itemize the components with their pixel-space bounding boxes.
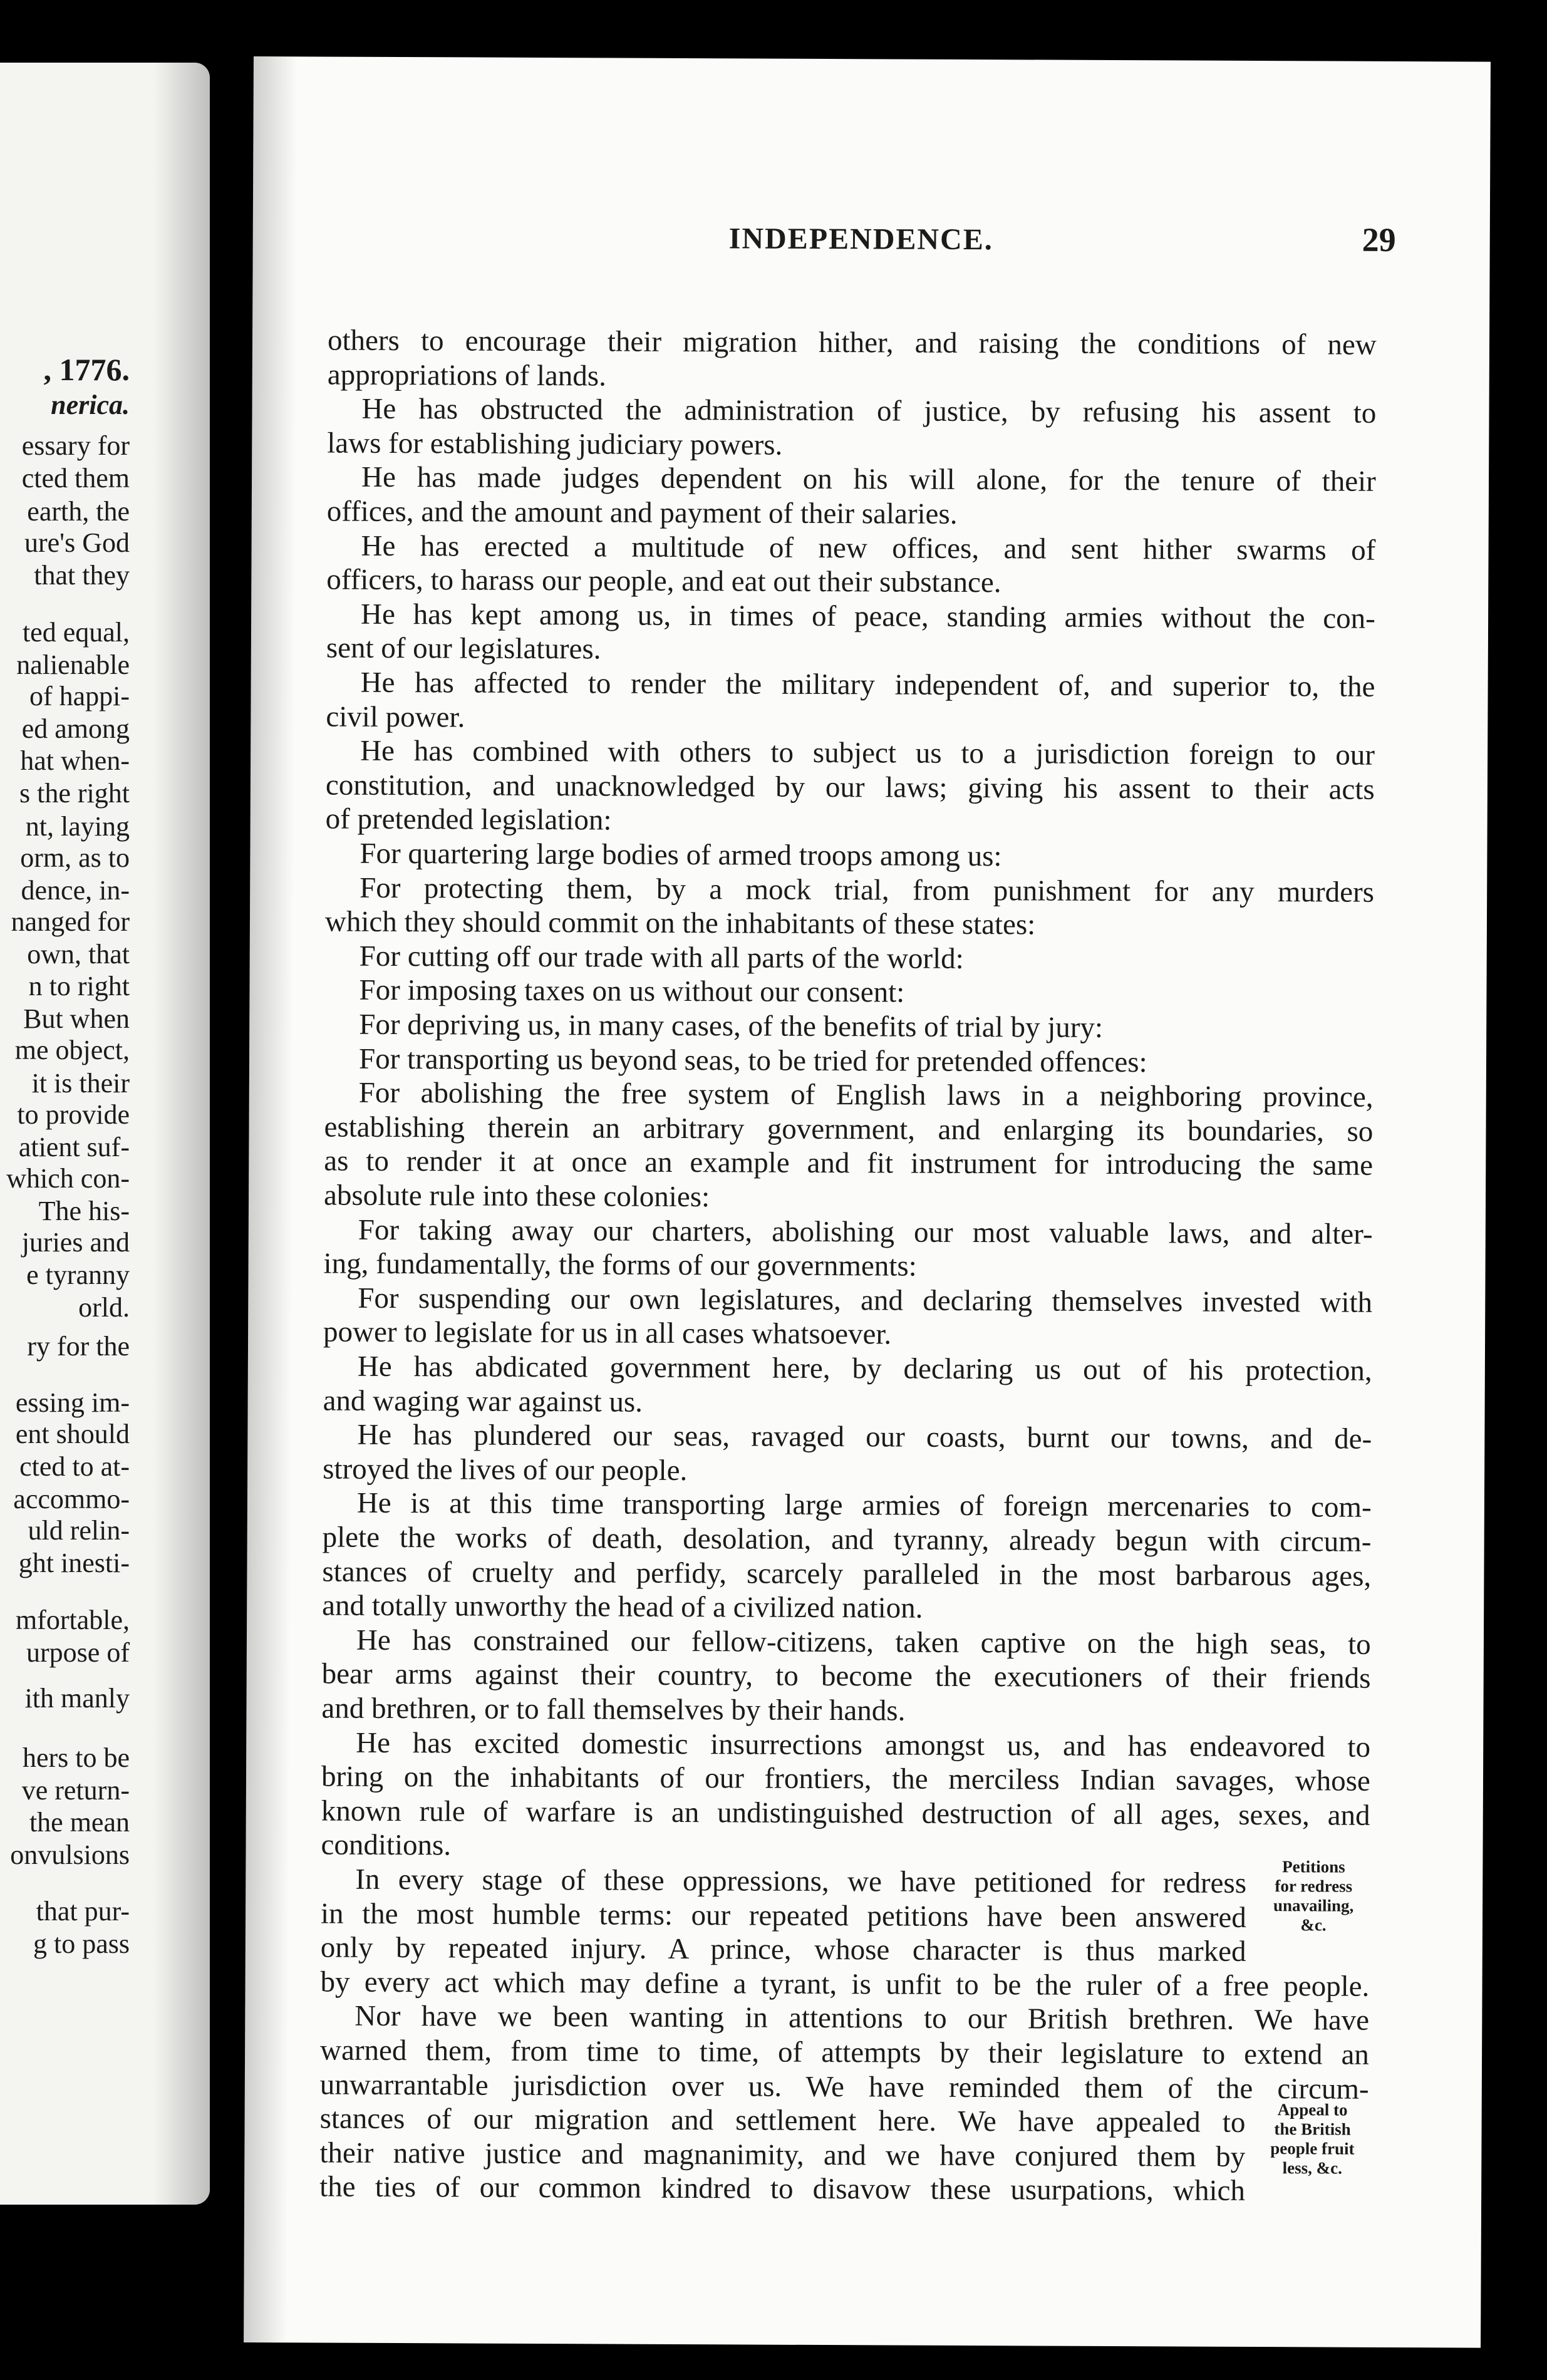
body-line: For quartering large bodies of armed troops among us: [360, 837, 1002, 873]
left-page-line: to provide [17, 1099, 130, 1130]
left-page-fragment [0, 63, 210, 2205]
left-page-line: hers to be [22, 1742, 130, 1773]
body-line: bear arms against their country, to become the executioners of their friends [321, 1657, 1371, 1695]
body-line: warned them, from time to time, of attempts by their legislature to extend an [319, 2034, 1370, 2071]
left-page-line: nerica. [51, 390, 130, 420]
page-number: 29 [1362, 220, 1396, 259]
body-line: which they should commit on the inhabitants of these states: [324, 905, 1036, 941]
left-page-line: But when [23, 1003, 130, 1034]
page-header [253, 219, 1490, 269]
body-line: He has obstructed the administration of justice, by refusing his assent to [361, 392, 1377, 430]
left-page-line: urpose of [26, 1637, 130, 1668]
body-line: establishing therein an arbitrary government, and enlarging its boundaries, so [324, 1110, 1374, 1148]
body-line: laws for establishing judiciary powers. [327, 427, 783, 462]
left-page-line: essing im- [15, 1387, 130, 1418]
body-line: unwarrantable jurisdiction over us. We have reminded them of the circum- [319, 2068, 1369, 2106]
body-line: of pretended legislation: [325, 802, 612, 837]
body-line: constitution, and unacknowledged by our laws; giving his assent to their acts [325, 768, 1375, 806]
side-note-line: Petitions [1282, 1857, 1345, 1876]
body-line: He has erected a multitude of new offices, and sent hither swarms of [361, 529, 1376, 567]
body-line: absolute rule into these colonies: [323, 1179, 710, 1214]
body-line: stances of cruelty and perfidy, scarcely paralleled in the most barbarous ages, [322, 1555, 1372, 1593]
body-line: He has combined with others to subject us to a jurisdiction foreign to our [360, 734, 1375, 772]
left-page-line: cted them [21, 463, 130, 494]
body-line: ing, fundamentally, the forms of our governments: [323, 1247, 917, 1283]
left-page-line: ry for the [27, 1331, 130, 1362]
side-note-line: for redress [1275, 1876, 1353, 1896]
page-gutter-shadow [153, 63, 210, 2205]
right-page [244, 56, 1491, 2348]
body-line: For protecting them, by a mock trial, from punishment for any murders [360, 871, 1375, 909]
body-line: in the most humble terms: our repeated petitions have been answered [320, 1897, 1246, 1934]
body-line: stroyed the lives of our people. [323, 1452, 688, 1487]
body-line: He has abdicated government here, by declaring us out of his protection, [357, 1350, 1372, 1387]
body-line: For depriving us, in many cases, of the benefits of trial by jury: [359, 1008, 1104, 1044]
left-page-line: nanged for [11, 906, 130, 937]
body-line: Nor have we been wanting in attentions to our British brethren. We have [354, 2000, 1370, 2037]
left-page-line: nalienable [16, 649, 130, 680]
body-line: He has plundered our seas, ravaged our coasts, burnt our towns, and de- [357, 1418, 1372, 1456]
left-page-line: which con- [6, 1163, 130, 1194]
left-page-line: ght inesti- [18, 1548, 130, 1578]
body-line: He has made judges dependent on his will alone, for the tenure of their [361, 461, 1376, 499]
body-line: appropriations of lands. [327, 358, 607, 393]
left-page-line: own, that [27, 939, 130, 970]
body-line: as to render it at once an example and fit instrument for introducing the same [324, 1144, 1374, 1182]
body-line: For imposing taxes on us without our consent: [359, 974, 905, 1009]
left-page-line: cted to at- [19, 1451, 130, 1482]
left-page-line: dence, in- [21, 875, 130, 906]
side-note [1251, 1858, 1377, 1937]
body-line: and totally unworthy the head of a civilized nation. [322, 1589, 923, 1625]
left-page-line: g to pass [33, 1928, 130, 1959]
body-line: others to encourage their migration hither, and raising the conditions of new [327, 324, 1377, 361]
left-page-line: ted equal, [22, 617, 130, 648]
body-line: civil power. [326, 700, 465, 734]
left-page-line: mfortable, [15, 1605, 130, 1635]
side-note-line: unavailing, [1273, 1896, 1354, 1915]
body-line: sent of our legislatures. [326, 631, 601, 666]
left-page-line: me object, [14, 1035, 130, 1065]
left-page-line: orm, as to [20, 842, 130, 873]
left-page-line: ent should [15, 1419, 130, 1449]
body-line: conditions. [321, 1828, 452, 1862]
body-line: offices, and the amount and payment of their salaries. [326, 495, 958, 530]
body-line: the ties of our common kindred to disavow these usurpations, which [319, 2170, 1246, 2208]
body-line: He is at this time transporting large armies of foreign mercenaries to com- [356, 1487, 1372, 1524]
body-line: For suspending our own legislatures, and declaring themselves invested with [358, 1281, 1373, 1319]
left-page-line: nt, laying [25, 811, 130, 842]
left-page-line: hat when- [20, 745, 130, 776]
body-line: In every stage of these oppressions, we have petitioned for redress [355, 1863, 1247, 1900]
body-line: and brethren, or to fall themselves by their hands. [321, 1692, 906, 1727]
body-line: For cutting off our trade with all parts of the world: [359, 939, 964, 975]
body-line: He has constrained our fellow-citizens, taken captive on the high seas, to [356, 1623, 1371, 1661]
left-page-line: essary for [21, 430, 130, 461]
left-page-line: that pur- [36, 1896, 130, 1927]
left-page-line: atient suf- [18, 1132, 130, 1162]
left-page-line: it is their [31, 1068, 130, 1099]
side-note-line: &c. [1300, 1915, 1327, 1935]
left-page-line: that they [34, 560, 130, 591]
body-line: plete the works of death, desolation, and tyranny, already begun with circum- [322, 1521, 1372, 1558]
body-line: bring on the inhabitants of our frontiers, the merciless Indian savages, whose [321, 1760, 1370, 1798]
body-line: their native justice and magnanimity, and we have conjured them by [319, 2136, 1246, 2173]
left-page-line: ve return- [21, 1775, 130, 1806]
side-note-line: Appeal to [1277, 2100, 1348, 2119]
left-page-line: orld. [78, 1292, 130, 1323]
left-page-line: juries and [21, 1227, 130, 1258]
left-page-line: accommo- [13, 1484, 130, 1514]
body-line: power to legislate for us in all cases whatsoever. [323, 1315, 892, 1351]
body-line: officers, to harass our people, and eat out their substance. [326, 563, 1001, 599]
body-line: stances of our migration and settlement here. We have appealed to [319, 2102, 1246, 2139]
left-page-line: ure's God [24, 527, 130, 558]
left-page-line: e tyranny [26, 1260, 130, 1290]
left-page-line: s the right [19, 778, 130, 809]
body-line: by every act which may define a tyrant, is unfit to be the ruler of a free people. [320, 1965, 1370, 2003]
left-page-line: ith manly [24, 1683, 130, 1714]
left-page-line: ed among [21, 713, 130, 744]
left-page-line: earth, the [27, 496, 130, 527]
body-line: He has excited domestic insurrections amongst us, and has endeavored to [356, 1726, 1371, 1764]
left-page-line: uld relin- [28, 1515, 130, 1546]
body-line: He has affected to render the military independent of, and superior to, the [360, 666, 1375, 703]
side-note-line: less, &c. [1282, 2158, 1342, 2178]
side-note [1250, 2101, 1375, 2180]
body-line: known rule of warfare is an undistinguished destruction of all ages, sexes, and [321, 1794, 1370, 1832]
left-page-line: the mean [29, 1807, 130, 1838]
body-line: only by repeated injury. A prince, whose character is thus marked [320, 1931, 1246, 1969]
left-page-line: onvulsions [10, 1839, 130, 1870]
body-line: For abolishing the free system of English laws in a neighboring province, [358, 1076, 1374, 1114]
running-head: INDEPENDENCE. [728, 222, 993, 257]
body-line: and waging war against us. [323, 1384, 643, 1419]
left-page-line: The his- [38, 1196, 130, 1226]
left-page-line: , 1776. [43, 352, 130, 387]
side-note-line: the British [1274, 2119, 1351, 2139]
body-line: For transporting us beyond seas, to be tried for pretended offences: [358, 1042, 1147, 1079]
left-page-line: n to right [28, 971, 130, 1001]
side-note-line: people fruit [1270, 2139, 1355, 2158]
body-line: For taking away our charters, abolishing our most valuable laws, and alter- [358, 1213, 1373, 1251]
left-page-line: of happi- [29, 681, 130, 711]
binding-shadow [244, 56, 298, 2342]
body-line: He has kept among us, in times of peace, standing armies without the con- [361, 598, 1376, 635]
